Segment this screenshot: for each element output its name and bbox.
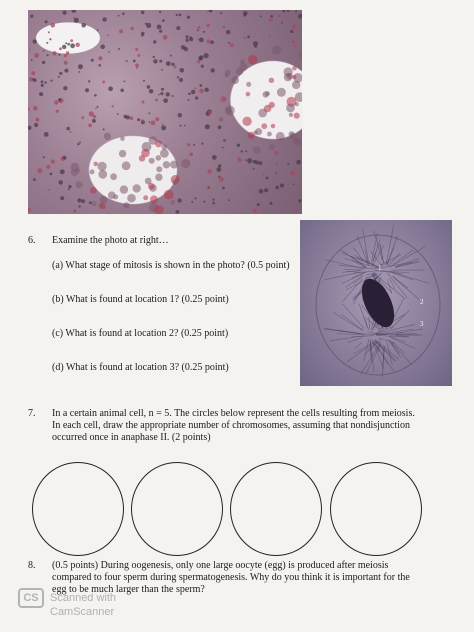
q6-part-a: (a) What stage of mitosis is shown in the photo? (0.5 point): [52, 260, 290, 271]
mitosis-micrograph-icon: [300, 220, 452, 386]
q7-number: 7.: [28, 408, 36, 419]
q6-part-b: (b) What is found at location 1? (0.25 point): [52, 294, 229, 305]
q6-part-d: (d) What is found at location 3? (0.25 point): [52, 362, 229, 373]
watermark-line-1: Scanned with: [50, 592, 117, 604]
q7-line-3: occurred once in anaphase II. (2 points): [52, 432, 211, 443]
q6-part-c: (c) What is found at location 2? (0.25 point): [52, 328, 229, 339]
answer-circle-4[interactable]: [330, 462, 422, 556]
q7-line-2: In each cell, draw the appropriate number of chromosomes, assuming that nondisjunction: [52, 420, 410, 431]
answer-circle-1[interactable]: [32, 462, 124, 556]
camscanner-logo-icon: CS: [18, 588, 44, 608]
photo-label-1: 1: [378, 264, 382, 272]
q7-line-1: In a certain animal cell, n = 5. The circles below represent the cells resulting from meiosis.: [52, 408, 415, 419]
photo-label-2: 2: [420, 298, 424, 306]
answer-circle-3[interactable]: [230, 462, 322, 556]
photo-label-3: 3: [420, 320, 424, 328]
q6-prompt: Examine the photo at right…: [52, 235, 169, 246]
q8-line-2: compared to four sperm during spermatogenesis. Why do you think it is important for the: [52, 572, 410, 583]
answer-circle-2[interactable]: [131, 462, 223, 556]
q6-number: 6.: [28, 235, 36, 246]
q8-line-1: (0.5 points) During oogenesis, only one large oocyte (egg) is produced after meiosis: [52, 560, 389, 571]
q8-number: 8.: [28, 560, 36, 571]
q8-line-3: egg to be much larger than the sperm?: [52, 584, 205, 595]
tissue-micrograph-icon: [28, 10, 302, 214]
watermark-line-2: CamScanner: [50, 606, 115, 618]
